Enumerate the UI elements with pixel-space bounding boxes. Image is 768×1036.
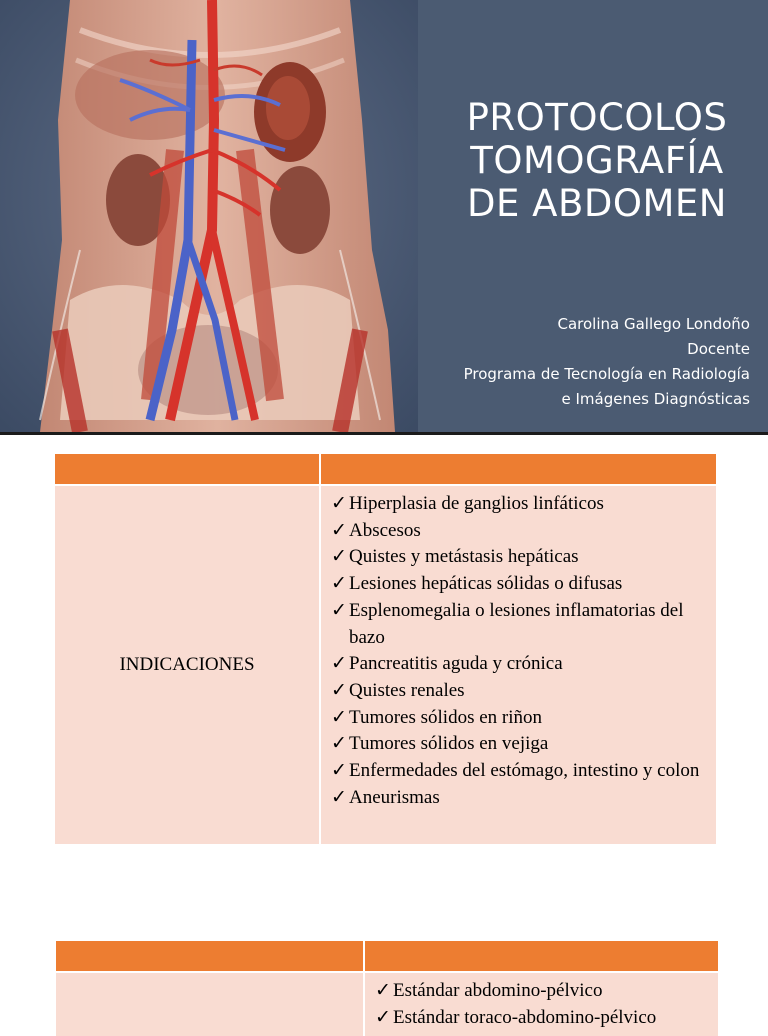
list-item bbox=[327, 758, 710, 785]
title-panel bbox=[418, 0, 768, 432]
list-item bbox=[327, 651, 710, 678]
list-item-text: Tumores sólidos en vejiga bbox=[349, 733, 549, 755]
table-row bbox=[56, 971, 718, 1036]
header-cell bbox=[56, 941, 365, 971]
list-item bbox=[327, 571, 710, 598]
list-item bbox=[327, 705, 710, 732]
list-item-text: Enfermedades del estómago, intestino y colon bbox=[349, 760, 700, 782]
presentation-title bbox=[438, 96, 756, 225]
protocols-table bbox=[56, 941, 718, 1036]
title-line: DE ABDOMEN bbox=[467, 182, 727, 225]
checkmark-icon: ✓ bbox=[331, 599, 347, 621]
checkmark-icon: ✓ bbox=[331, 733, 347, 755]
list-item bbox=[327, 518, 710, 545]
list-item-text: Quistes renales bbox=[349, 679, 465, 701]
indications-cell bbox=[321, 484, 716, 844]
header-cell bbox=[55, 454, 321, 484]
list-item-text: Quistes y metástasis hepáticas bbox=[349, 546, 579, 568]
checkmark-icon: ✓ bbox=[331, 706, 347, 728]
list-item-text: Abscesos bbox=[349, 519, 421, 541]
author-credits bbox=[464, 312, 750, 412]
checkmark-icon: ✓ bbox=[331, 653, 347, 675]
indications-list bbox=[327, 489, 710, 811]
checkmark-icon: ✓ bbox=[375, 1006, 391, 1028]
title-line: TOMOGRAFÍA bbox=[470, 139, 724, 182]
row-label bbox=[56, 971, 365, 1036]
checkmark-icon: ✓ bbox=[331, 519, 347, 541]
title-line: PROTOCOLOS bbox=[466, 96, 728, 139]
list-item-text: Pancreatitis aguda y crónica bbox=[349, 653, 563, 675]
list-item-text: Hiperplasia de ganglios linfáticos bbox=[349, 493, 604, 514]
table-header-row bbox=[55, 454, 716, 484]
list-item bbox=[371, 1005, 712, 1032]
list-item-text: Estándar toraco-abdomino-pélvico bbox=[393, 1006, 657, 1028]
list-item bbox=[327, 785, 710, 812]
program-name-cont: e Imágenes Diagnósticas bbox=[561, 390, 750, 408]
list-item-text: Esplenomegalia o lesiones inflamatorias del bazo bbox=[349, 599, 684, 648]
list-item-text: Estándar abdomino-pélvico bbox=[393, 980, 603, 1001]
author-role: Docente bbox=[687, 340, 750, 358]
list-item bbox=[327, 678, 710, 705]
checkmark-icon: ✓ bbox=[331, 786, 347, 808]
checkmark-icon: ✓ bbox=[331, 760, 347, 782]
list-item bbox=[327, 731, 710, 758]
checkmark-icon: ✓ bbox=[375, 980, 391, 1001]
program-name: Programa de Tecnología en Radiología bbox=[463, 365, 750, 383]
protocols-list bbox=[371, 976, 712, 1031]
header-cell bbox=[321, 454, 716, 484]
anatomy-illustration bbox=[0, 0, 418, 432]
checkmark-icon: ✓ bbox=[331, 679, 347, 701]
indications-table bbox=[55, 454, 716, 844]
table-row bbox=[55, 484, 716, 844]
table-header-row bbox=[56, 941, 718, 971]
list-item bbox=[327, 544, 710, 571]
checkmark-icon: ✓ bbox=[331, 546, 347, 568]
slide-divider bbox=[0, 432, 768, 435]
protocols-cell bbox=[365, 971, 718, 1036]
list-item bbox=[327, 598, 710, 651]
list-item bbox=[327, 491, 710, 518]
list-item-text: Tumores sólidos en riñon bbox=[349, 706, 543, 728]
cover-slide bbox=[0, 0, 768, 432]
checkmark-icon: ✓ bbox=[331, 493, 347, 514]
list-item bbox=[371, 978, 712, 1005]
list-item-text: Aneurismas bbox=[349, 786, 440, 808]
list-item-text: Lesiones hepáticas sólidas o difusas bbox=[349, 573, 623, 595]
header-cell bbox=[365, 941, 718, 971]
checkmark-icon: ✓ bbox=[331, 573, 347, 595]
row-label-indicaciones: INDICACIONES bbox=[55, 484, 321, 844]
author-name: Carolina Gallego Londoño bbox=[557, 315, 750, 333]
